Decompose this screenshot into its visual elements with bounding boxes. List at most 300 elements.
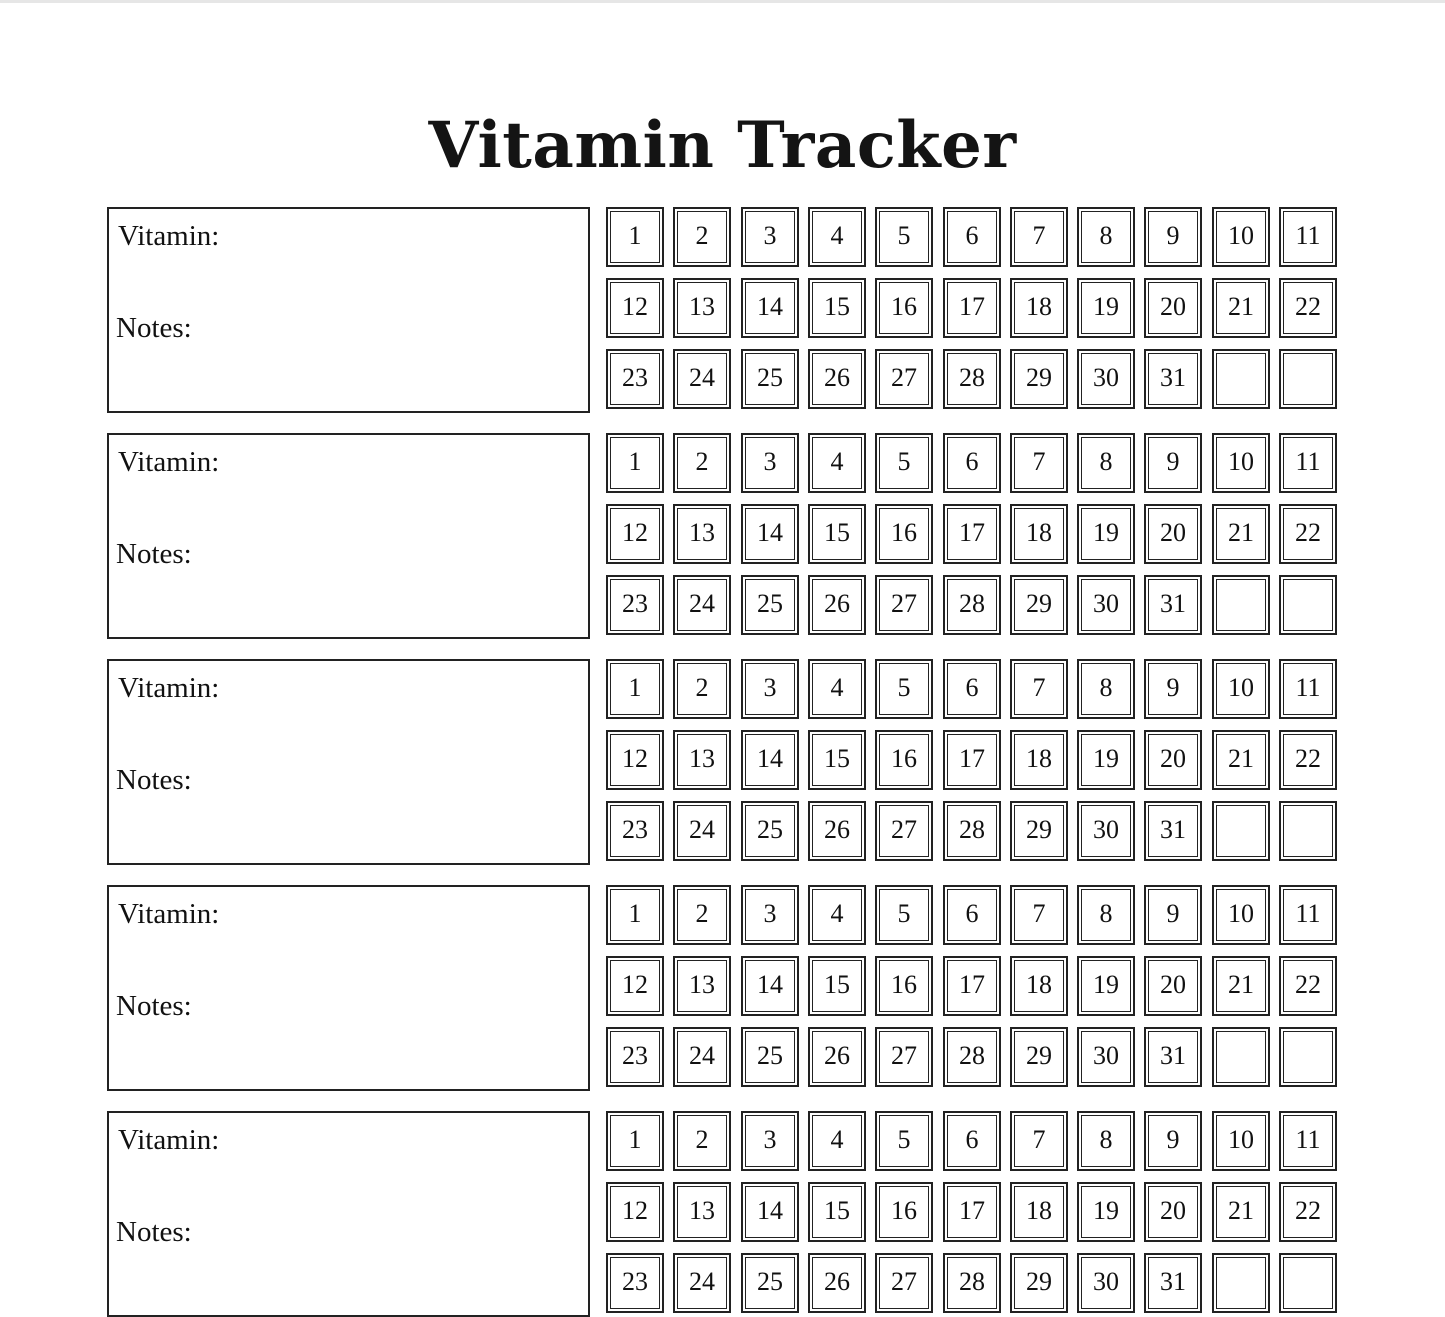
day-checkbox-4[interactable] [808, 885, 866, 945]
day-number: 12 [622, 518, 648, 547]
day-checkbox-17[interactable] [943, 504, 1001, 564]
day-checkbox-empty[interactable] [1212, 801, 1270, 861]
day-checkbox-28[interactable] [943, 575, 1001, 635]
day-number: 30 [1093, 1267, 1119, 1296]
day-checkbox-1[interactable] [606, 1111, 664, 1171]
day-checkbox-31[interactable] [1144, 801, 1202, 861]
day-number: 5 [897, 1125, 911, 1154]
day-number: 31 [1160, 1041, 1186, 1070]
day-number: 10 [1228, 673, 1254, 702]
day-checkbox-15[interactable] [808, 956, 866, 1016]
day-checkbox-2[interactable] [673, 885, 731, 945]
day-checkbox-27[interactable] [875, 1027, 933, 1087]
day-checkbox-21[interactable] [1212, 278, 1270, 338]
day-checkbox-25[interactable] [741, 575, 799, 635]
vitamin-label: Vitamin: [118, 446, 220, 478]
day-checkbox-11[interactable] [1279, 885, 1337, 945]
day-checkbox-4[interactable] [808, 659, 866, 719]
day-number: 26 [824, 815, 850, 844]
day-number: 23 [622, 1267, 648, 1296]
day-checkbox-19[interactable] [1077, 278, 1135, 338]
day-checkbox-26[interactable] [808, 1027, 866, 1087]
day-checkbox-22[interactable] [1279, 1182, 1337, 1242]
day-number: 1 [628, 673, 642, 702]
day-number: 4 [830, 1125, 844, 1154]
day-checkbox-26[interactable] [808, 1253, 866, 1313]
day-number: 5 [897, 673, 911, 702]
day-number: 3 [763, 673, 777, 702]
day-number: 20 [1160, 744, 1186, 773]
day-number: 11 [1295, 1125, 1321, 1154]
day-checkbox-10[interactable] [1212, 659, 1270, 719]
day-checkbox-30[interactable] [1077, 1027, 1135, 1087]
day-checkbox-24[interactable] [673, 801, 731, 861]
day-checkbox-22[interactable] [1279, 730, 1337, 790]
day-checkbox-10[interactable] [1212, 1111, 1270, 1171]
day-number: 17 [959, 744, 985, 773]
day-number: 19 [1093, 970, 1119, 999]
day-checkbox-31[interactable] [1144, 575, 1202, 635]
day-checkbox-5[interactable] [875, 1111, 933, 1171]
day-checkbox-11[interactable] [1279, 433, 1337, 493]
day-checkbox-9[interactable] [1144, 1111, 1202, 1171]
day-checkbox-6[interactable] [943, 885, 1001, 945]
vitamin-info-box[interactable] [107, 433, 590, 639]
top-border [0, 0, 1445, 3]
day-number: 31 [1160, 815, 1186, 844]
day-checkbox-31[interactable] [1144, 349, 1202, 409]
day-number: 8 [1099, 899, 1113, 928]
day-number: 19 [1093, 744, 1119, 773]
vitamin-info-box[interactable] [107, 207, 590, 413]
day-checkbox-2[interactable] [673, 1111, 731, 1171]
day-number: 1 [628, 899, 642, 928]
day-checkbox-3[interactable] [741, 659, 799, 719]
day-checkbox-8[interactable] [1077, 659, 1135, 719]
day-checkbox-28[interactable] [943, 801, 1001, 861]
day-checkbox-23[interactable] [606, 1253, 664, 1313]
day-checkbox-18[interactable] [1010, 504, 1068, 564]
day-checkbox-8[interactable] [1077, 1111, 1135, 1171]
day-number: 24 [689, 363, 715, 392]
day-checkbox-15[interactable] [808, 504, 866, 564]
day-number: 6 [965, 1125, 979, 1154]
day-number: 7 [1032, 899, 1046, 928]
day-checkbox-16[interactable] [875, 730, 933, 790]
day-checkbox-14[interactable] [741, 730, 799, 790]
vitamin-info-box[interactable] [107, 885, 590, 1091]
day-checkbox-28[interactable] [943, 1253, 1001, 1313]
day-number: 6 [965, 899, 979, 928]
day-number: 20 [1160, 1196, 1186, 1225]
day-number: 23 [622, 815, 648, 844]
day-checkbox-9[interactable] [1144, 433, 1202, 493]
day-checkbox-8[interactable] [1077, 433, 1135, 493]
day-number: 15 [824, 1196, 850, 1225]
day-number: 18 [1026, 970, 1052, 999]
vitamin-section-5 [0, 1111, 1445, 1317]
day-checkbox-23[interactable] [606, 575, 664, 635]
day-number: 9 [1166, 447, 1180, 476]
day-number: 15 [824, 970, 850, 999]
day-checkbox-30[interactable] [1077, 575, 1135, 635]
day-number: 15 [824, 518, 850, 547]
day-checkbox-3[interactable] [741, 885, 799, 945]
day-checkbox-1[interactable] [606, 885, 664, 945]
day-checkbox-12[interactable] [606, 504, 664, 564]
day-checkbox-5[interactable] [875, 885, 933, 945]
day-number: 20 [1160, 970, 1186, 999]
day-number: 9 [1166, 899, 1180, 928]
day-number: 16 [891, 970, 917, 999]
day-number: 30 [1093, 1041, 1119, 1070]
day-number: 25 [757, 1041, 783, 1070]
day-checkbox-27[interactable] [875, 1253, 933, 1313]
day-checkbox-9[interactable] [1144, 885, 1202, 945]
day-checkbox-26[interactable] [808, 575, 866, 635]
day-checkbox-1[interactable] [606, 433, 664, 493]
day-checkbox-6[interactable] [943, 433, 1001, 493]
day-number: 12 [622, 1196, 648, 1225]
day-checkbox-24[interactable] [673, 1253, 731, 1313]
day-number: 1 [628, 1125, 642, 1154]
day-checkbox-29[interactable] [1010, 1027, 1068, 1087]
day-checkbox-19[interactable] [1077, 956, 1135, 1016]
day-number: 19 [1093, 1196, 1119, 1225]
day-checkbox-30[interactable] [1077, 801, 1135, 861]
day-checkbox-12[interactable] [606, 1182, 664, 1242]
day-checkbox-17[interactable] [943, 730, 1001, 790]
day-checkbox-3[interactable] [741, 433, 799, 493]
day-number: 25 [757, 1267, 783, 1296]
vitamin-label: Vitamin: [118, 220, 220, 252]
notes-label: Notes: [116, 764, 192, 796]
vitamin-label: Vitamin: [118, 1124, 220, 1156]
day-checkbox-10[interactable] [1212, 433, 1270, 493]
day-checkbox-28[interactable] [943, 1027, 1001, 1087]
day-number: 9 [1166, 1125, 1180, 1154]
day-number: 7 [1032, 221, 1046, 250]
day-number: 6 [965, 673, 979, 702]
day-checkbox-17[interactable] [943, 1182, 1001, 1242]
day-checkbox-30[interactable] [1077, 1253, 1135, 1313]
vitamin-section-1 [0, 207, 1445, 413]
day-number: 16 [891, 518, 917, 547]
day-checkbox-6[interactable] [943, 207, 1001, 267]
day-number: 11 [1295, 447, 1321, 476]
day-checkbox-8[interactable] [1077, 207, 1135, 267]
day-checkbox-13[interactable] [673, 278, 731, 338]
day-checkbox-19[interactable] [1077, 730, 1135, 790]
day-checkbox-empty[interactable] [1279, 1027, 1337, 1087]
day-checkbox-6[interactable] [943, 659, 1001, 719]
day-checkbox-27[interactable] [875, 575, 933, 635]
day-checkbox-11[interactable] [1279, 207, 1337, 267]
day-checkbox-1[interactable] [606, 659, 664, 719]
day-checkbox-7[interactable] [1010, 1111, 1068, 1171]
day-number: 20 [1160, 292, 1186, 321]
day-checkbox-22[interactable] [1279, 956, 1337, 1016]
day-checkbox-21[interactable] [1212, 504, 1270, 564]
vitamin-section-3 [0, 659, 1445, 865]
day-checkbox-23[interactable] [606, 1027, 664, 1087]
day-number: 26 [824, 1267, 850, 1296]
day-checkbox-3[interactable] [741, 207, 799, 267]
day-checkbox-24[interactable] [673, 1027, 731, 1087]
day-number: 22 [1295, 1196, 1321, 1225]
day-checkbox-18[interactable] [1010, 730, 1068, 790]
day-number: 22 [1295, 744, 1321, 773]
day-number: 29 [1026, 589, 1052, 618]
notes-label: Notes: [116, 538, 192, 570]
day-checkbox-empty[interactable] [1279, 1253, 1337, 1313]
day-checkbox-29[interactable] [1010, 1253, 1068, 1313]
day-number: 13 [689, 970, 715, 999]
day-number: 28 [959, 815, 985, 844]
day-checkbox-27[interactable] [875, 349, 933, 409]
day-number: 17 [959, 1196, 985, 1225]
day-number: 29 [1026, 1267, 1052, 1296]
day-number: 17 [959, 518, 985, 547]
day-checkbox-14[interactable] [741, 278, 799, 338]
day-number: 7 [1032, 447, 1046, 476]
day-checkbox-16[interactable] [875, 1182, 933, 1242]
day-checkbox-2[interactable] [673, 207, 731, 267]
day-checkbox-6[interactable] [943, 1111, 1001, 1171]
notes-label: Notes: [116, 1216, 192, 1248]
day-checkbox-empty[interactable] [1212, 575, 1270, 635]
day-number: 2 [695, 673, 709, 702]
day-number: 27 [891, 1267, 917, 1296]
day-checkbox-26[interactable] [808, 349, 866, 409]
day-checkbox-5[interactable] [875, 659, 933, 719]
day-checkbox-empty[interactable] [1212, 1253, 1270, 1313]
day-number: 11 [1295, 673, 1321, 702]
day-number: 15 [824, 292, 850, 321]
day-number: 29 [1026, 363, 1052, 392]
day-checkbox-20[interactable] [1144, 504, 1202, 564]
day-number: 6 [965, 447, 979, 476]
day-checkbox-11[interactable] [1279, 659, 1337, 719]
day-number: 10 [1228, 1125, 1254, 1154]
day-checkbox-3[interactable] [741, 1111, 799, 1171]
day-checkbox-18[interactable] [1010, 956, 1068, 1016]
day-checkbox-23[interactable] [606, 349, 664, 409]
day-number: 14 [757, 970, 783, 999]
day-number: 13 [689, 518, 715, 547]
day-checkbox-empty[interactable] [1279, 801, 1337, 861]
day-number: 14 [757, 292, 783, 321]
day-checkbox-17[interactable] [943, 278, 1001, 338]
day-number: 3 [763, 447, 777, 476]
day-checkbox-empty[interactable] [1279, 575, 1337, 635]
day-number: 20 [1160, 518, 1186, 547]
day-checkbox-29[interactable] [1010, 575, 1068, 635]
day-number: 31 [1160, 363, 1186, 392]
day-number: 8 [1099, 1125, 1113, 1154]
day-number: 19 [1093, 292, 1119, 321]
day-checkbox-24[interactable] [673, 575, 731, 635]
day-number: 14 [757, 518, 783, 547]
day-number: 14 [757, 1196, 783, 1225]
day-number: 13 [689, 1196, 715, 1225]
day-checkbox-10[interactable] [1212, 207, 1270, 267]
day-checkbox-11[interactable] [1279, 1111, 1337, 1171]
day-checkbox-4[interactable] [808, 433, 866, 493]
day-number: 10 [1228, 221, 1254, 250]
day-number: 22 [1295, 518, 1321, 547]
day-checkbox-empty[interactable] [1212, 349, 1270, 409]
day-checkbox-29[interactable] [1010, 801, 1068, 861]
vitamin-info-box[interactable] [107, 1111, 590, 1317]
day-number: 21 [1228, 744, 1254, 773]
day-checkbox-7[interactable] [1010, 659, 1068, 719]
day-number: 3 [763, 1125, 777, 1154]
day-checkbox-5[interactable] [875, 207, 933, 267]
day-number: 28 [959, 589, 985, 618]
day-checkbox-1[interactable] [606, 207, 664, 267]
day-number: 2 [695, 447, 709, 476]
day-checkbox-25[interactable] [741, 1027, 799, 1087]
day-number: 4 [830, 221, 844, 250]
day-number: 4 [830, 899, 844, 928]
day-checkbox-14[interactable] [741, 1182, 799, 1242]
day-checkbox-7[interactable] [1010, 207, 1068, 267]
day-number: 23 [622, 1041, 648, 1070]
day-checkbox-19[interactable] [1077, 504, 1135, 564]
day-checkbox-20[interactable] [1144, 278, 1202, 338]
day-number: 8 [1099, 673, 1113, 702]
vitamin-section-2 [0, 433, 1445, 639]
day-checkbox-30[interactable] [1077, 349, 1135, 409]
day-number: 30 [1093, 815, 1119, 844]
day-checkbox-25[interactable] [741, 1253, 799, 1313]
day-checkbox-14[interactable] [741, 504, 799, 564]
day-checkbox-7[interactable] [1010, 885, 1068, 945]
day-number: 7 [1032, 673, 1046, 702]
day-number: 22 [1295, 970, 1321, 999]
day-checkbox-19[interactable] [1077, 1182, 1135, 1242]
day-checkbox-10[interactable] [1212, 885, 1270, 945]
day-checkbox-26[interactable] [808, 801, 866, 861]
day-checkbox-9[interactable] [1144, 659, 1202, 719]
day-number: 2 [695, 221, 709, 250]
day-number: 26 [824, 363, 850, 392]
day-checkbox-23[interactable] [606, 801, 664, 861]
day-checkbox-22[interactable] [1279, 278, 1337, 338]
day-number: 25 [757, 589, 783, 618]
day-checkbox-28[interactable] [943, 349, 1001, 409]
vitamin-label: Vitamin: [118, 898, 220, 930]
day-checkbox-21[interactable] [1212, 730, 1270, 790]
day-number: 5 [897, 447, 911, 476]
day-checkbox-14[interactable] [741, 956, 799, 1016]
day-checkbox-7[interactable] [1010, 433, 1068, 493]
day-checkbox-21[interactable] [1212, 956, 1270, 1016]
day-checkbox-29[interactable] [1010, 349, 1068, 409]
day-checkbox-18[interactable] [1010, 278, 1068, 338]
day-checkbox-13[interactable] [673, 504, 731, 564]
day-checkbox-15[interactable] [808, 730, 866, 790]
day-checkbox-4[interactable] [808, 1111, 866, 1171]
day-checkbox-17[interactable] [943, 956, 1001, 1016]
day-number: 27 [891, 815, 917, 844]
day-number: 23 [622, 363, 648, 392]
day-checkbox-2[interactable] [673, 659, 731, 719]
day-checkbox-20[interactable] [1144, 1182, 1202, 1242]
day-checkbox-12[interactable] [606, 730, 664, 790]
page-title: Vitamin Tracker [428, 108, 1017, 183]
day-number: 21 [1228, 292, 1254, 321]
day-checkbox-5[interactable] [875, 433, 933, 493]
day-checkbox-16[interactable] [875, 956, 933, 1016]
day-number: 29 [1026, 1041, 1052, 1070]
day-checkbox-15[interactable] [808, 278, 866, 338]
vitamin-info-box[interactable] [107, 659, 590, 865]
day-number: 23 [622, 589, 648, 618]
day-checkbox-16[interactable] [875, 504, 933, 564]
day-number: 28 [959, 363, 985, 392]
day-number: 5 [897, 221, 911, 250]
day-number: 13 [689, 744, 715, 773]
day-checkbox-31[interactable] [1144, 1253, 1202, 1313]
day-number: 11 [1295, 899, 1321, 928]
day-number: 18 [1026, 744, 1052, 773]
day-number: 25 [757, 363, 783, 392]
day-checkbox-20[interactable] [1144, 956, 1202, 1016]
day-number: 8 [1099, 221, 1113, 250]
day-checkbox-9[interactable] [1144, 207, 1202, 267]
day-number: 4 [830, 447, 844, 476]
day-checkbox-16[interactable] [875, 278, 933, 338]
day-checkbox-13[interactable] [673, 730, 731, 790]
day-checkbox-2[interactable] [673, 433, 731, 493]
day-number: 30 [1093, 589, 1119, 618]
day-number: 13 [689, 292, 715, 321]
day-checkbox-13[interactable] [673, 1182, 731, 1242]
day-checkbox-empty[interactable] [1212, 1027, 1270, 1087]
day-checkbox-15[interactable] [808, 1182, 866, 1242]
day-checkbox-8[interactable] [1077, 885, 1135, 945]
day-number: 8 [1099, 447, 1113, 476]
day-number: 31 [1160, 589, 1186, 618]
day-checkbox-4[interactable] [808, 207, 866, 267]
day-checkbox-empty[interactable] [1279, 349, 1337, 409]
day-checkbox-21[interactable] [1212, 1182, 1270, 1242]
day-number: 28 [959, 1041, 985, 1070]
day-number: 21 [1228, 970, 1254, 999]
day-checkbox-13[interactable] [673, 956, 731, 1016]
day-number: 26 [824, 1041, 850, 1070]
day-checkbox-24[interactable] [673, 349, 731, 409]
day-checkbox-12[interactable] [606, 956, 664, 1016]
day-number: 24 [689, 815, 715, 844]
day-number: 16 [891, 744, 917, 773]
day-checkbox-20[interactable] [1144, 730, 1202, 790]
day-checkbox-18[interactable] [1010, 1182, 1068, 1242]
day-checkbox-12[interactable] [606, 278, 664, 338]
day-checkbox-25[interactable] [741, 349, 799, 409]
day-number: 1 [628, 447, 642, 476]
day-checkbox-31[interactable] [1144, 1027, 1202, 1087]
day-checkbox-27[interactable] [875, 801, 933, 861]
day-number: 11 [1295, 221, 1321, 250]
day-checkbox-22[interactable] [1279, 504, 1337, 564]
vitamin-section-4 [0, 885, 1445, 1091]
day-number: 31 [1160, 1267, 1186, 1296]
day-number: 21 [1228, 518, 1254, 547]
day-checkbox-25[interactable] [741, 801, 799, 861]
